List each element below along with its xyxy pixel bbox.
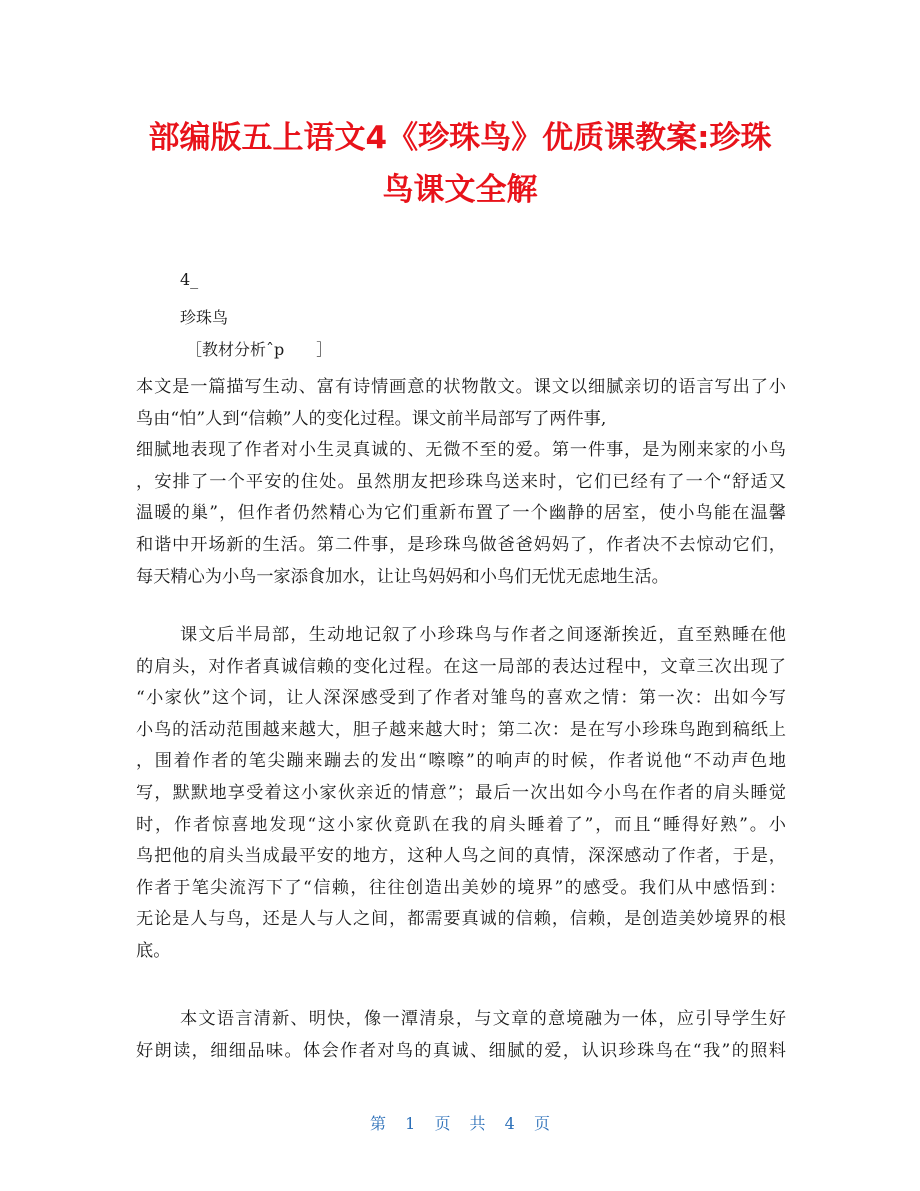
paragraph-line: 每天精心为小鸟一家添食加水，让让鸟妈妈和小鸟们无忧无虑地生活。: [136, 566, 669, 587]
paragraph-line: 作者于笔尖流泻下了“信赖，往往创造出美妙的境界”的感受。我们从中感悟到：: [136, 877, 786, 898]
paragraph-line: “小家伙”这个词，让人深深感受到了作者对雏鸟的喜欢之情：第一次：出如今写: [136, 688, 786, 709]
paragraph-line: 本文是一篇描写生动、富有诗情画意的状物散文。课文以细腻亲切的语言写出了小: [136, 377, 786, 397]
paragraph-line: ，围着作者的笔尖蹦来蹦去的发出“嚓嚓”的响声的时候，作者说他“不动声色地: [136, 751, 786, 772]
footer-page-mid: 页: [434, 1114, 451, 1133]
footer-total-prefix: 共: [469, 1114, 486, 1133]
paragraph-line: ，安排了一个平安的住处。虽然朋友把珍珠鸟送来时，它们已经有了一个“舒适又: [136, 471, 786, 492]
footer-page-suffix: 页: [533, 1114, 550, 1133]
paragraph-line: 温暖的巢”，但作者仍然精心为它们重新布置了一个幽静的居室，使小鸟能在温馨: [136, 503, 786, 524]
paragraph-line: 鸟把他的肩头当成最平安的地方，这种人鸟之间的真情，深深感动了作者，于是，: [136, 846, 786, 867]
paragraph-line: 课文后半局部，生动地记叙了小珍珠鸟与作者之间逐渐挨近，直至熟睡在他: [180, 625, 786, 645]
page-footer: [0, 1114, 920, 1134]
footer-page-total: 4: [504, 1114, 515, 1133]
paragraph-line: 细腻地表现了作者对小生灵真诚的、无微不至的爱。第一件事，是为刚来家的小鸟: [136, 440, 786, 461]
footer-page-prefix: 第: [370, 1114, 387, 1133]
lesson-number: 4_: [180, 270, 199, 289]
lesson-name: 珍珠鸟: [180, 308, 229, 327]
document-title: [120, 112, 800, 216]
paragraph-line: 底。: [136, 940, 171, 961]
paragraph-line: 和谐中开场新的生活。第二件事，是珍珠鸟做爸爸妈妈了，作者决不去惊动它们，: [136, 534, 786, 555]
paragraph-1: [136, 372, 786, 593]
paragraph-line: 鸟由“怕”人到“信赖”人的变化过程。课文前半局部写了两件事,: [136, 408, 607, 429]
paragraph-3: [136, 1004, 786, 1067]
title-line-1: 部编版五上语文4《珍珠鸟》优质课教案:珍珠: [148, 120, 772, 156]
paragraph-line: 本文语言清新、明快，像一潭清泉，与文章的意境融为一体，应引导学生好: [180, 1009, 786, 1029]
paragraph-line: 好朗读，细细品味。体会作者对鸟的真诚、细腻的爱，认识珍珠鸟在“我”的照料: [136, 1040, 786, 1061]
paragraph-line: 小鸟的活动范围越来越大，胆子越来越大时；第二次：是在写小珍珠鸟跑到稿纸上: [136, 719, 786, 740]
title-line-2: 鸟课文全解: [382, 172, 538, 208]
paragraph-line: 无论是人与鸟，还是人与人之间，都需要真诚的信赖，信赖，是创造美妙境界的根: [136, 909, 786, 930]
paragraph-line: 时，作者惊喜地发现“这小家伙竟趴在我的肩头睡着了”，而且“睡得好熟”。小: [136, 814, 786, 835]
section-label: ［教材分析ˆp ］: [186, 340, 333, 359]
paragraph-2: [136, 620, 786, 968]
paragraph-line: 的肩头，对作者真诚信赖的变化过程。在这一局部的表达过程中，文章三次出现了: [136, 656, 786, 677]
paragraph-line: 写，默默地享受着这小家伙亲近的情意”；最后一次出如今小鸟在作者的肩头睡觉: [136, 782, 786, 803]
footer-page-current: 1: [405, 1114, 416, 1133]
